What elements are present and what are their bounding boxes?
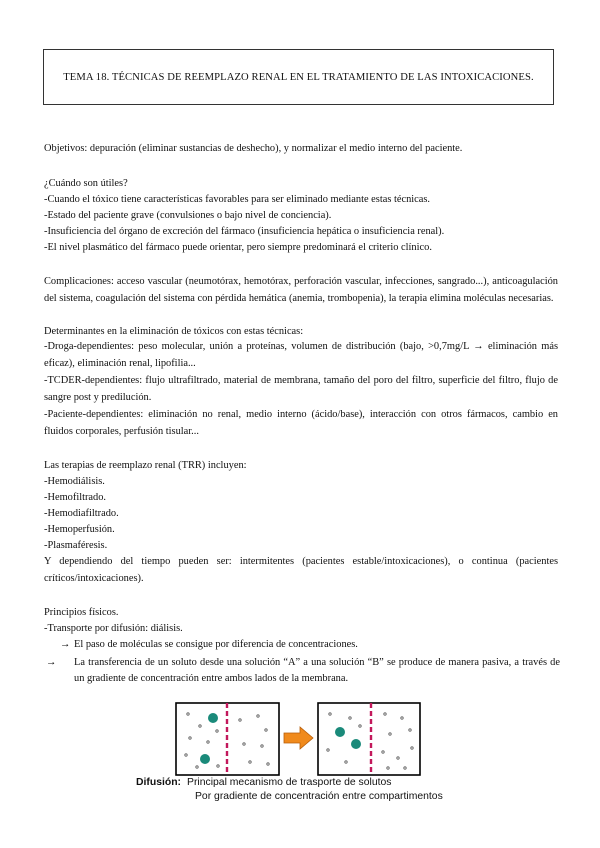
determinantes-item-1: -Droga-dependientes: peso molecular, unión a proteínas, volumen de distribución (bajo, >0,7mg/L → eliminación más eficaz), eliminación renal, lipofilia... <box>44 341 558 369</box>
determinantes-item-2: -TCDER-dependientes: flujo ultrafiltrado, material de membrana, tamaño del poro del filtro, superficie del filtro, flujo de sangre post y predilución. <box>44 375 558 403</box>
page-title: TEMA 18. TÉCNICAS DE REEMPLAZO RENAL EN EL TRATAMIENTO DE LAS INTOXICACIONES. <box>63 71 534 83</box>
trr-item-4: -Hemoperfusión. <box>44 524 115 535</box>
title-box <box>43 49 554 105</box>
complicaciones-text: Complicaciones: acceso vascular (neumotórax, hemotórax, perforación vascular, infecciones, sangrado...), anticoagulación del sistema, coagulación del sistema con pérdida hemática (anemia, trombopenia), la terapia elimina moléculas necesarias. <box>44 276 558 304</box>
particle <box>351 739 361 749</box>
trr-item-3: -Hemodiafiltrado. <box>44 508 119 519</box>
diagram-caption-line-1 <box>136 777 391 788</box>
principios-bullet-2 <box>46 655 560 686</box>
utiles-heading: ¿Cuándo son útiles? <box>44 178 128 189</box>
trr-dependiendo: Y dependiendo del tiempo pueden ser: intermitentes (pacientes estable/intoxicaciones), o continua (pacientes críticos/intoxicaciones). <box>44 556 558 584</box>
caption-label: Difusión: <box>136 777 182 788</box>
particle <box>335 727 345 737</box>
particle <box>208 713 218 723</box>
trr-item-1: -Hemodiálisis. <box>44 476 105 487</box>
bullet-text: El paso de moléculas se consigue por diferencia de concentraciones. <box>74 639 358 650</box>
diagram-caption-line-2: Por gradiente de concentración entre compartimentos <box>195 791 443 802</box>
arrow-right-icon <box>284 727 313 749</box>
determinantes-heading: Determinantes en la eliminación de tóxicos con estas técnicas: <box>44 326 304 337</box>
caption-text: Principal mecanismo de trasporte de solutos <box>187 777 392 788</box>
determinantes-item-3: -Paciente-dependientes: eliminación no renal, medio interno (ácido/base), interacción con otros fármacos, cambio en fluidos corporales, perfusión tisular... <box>44 409 558 437</box>
objetivos-text: Objetivos: depuración (eliminar sustancias de deshecho), y normalizar el medio interno del paciente. <box>44 143 463 154</box>
particle <box>200 754 210 764</box>
utiles-item-2: -Estado del paciente grave (convulsiones o bajo nivel de conciencia). <box>44 210 332 221</box>
arrow-right-icon: → <box>60 639 71 650</box>
trr-item-2: -Hemofiltrado. <box>44 492 107 503</box>
arrow-right-icon: → <box>46 657 57 668</box>
utiles-item-4: -El nivel plasmático del fármaco puede orientar, pero siempre predominará el criterio clínico. <box>44 242 432 253</box>
transporte-text: -Transporte por difusión: diálisis. <box>44 623 183 634</box>
trr-item-5: -Plasmaféresis. <box>44 540 108 551</box>
principios-heading: Principios físicos. <box>44 607 119 618</box>
bullet-text: La transferencia de un soluto desde una solución “A” a una solución “B” se produce de manera pasiva, a través de un gradiente de concentración entre ambos lados de la membrana. <box>74 657 560 684</box>
trr-heading: Las terapias de reemplazo renal (TRR) incluyen: <box>44 460 247 471</box>
principios-bullet-1 <box>60 637 560 653</box>
utiles-item-1: -Cuando el tóxico tiene características favorables para ser eliminado mediante estas técnicas. <box>44 194 431 205</box>
utiles-item-3: -Insuficiencia del órgano de excreción del fármaco (insuficiencia hepática o insuficiencia renal). <box>44 226 445 237</box>
compartment-after <box>318 703 420 775</box>
